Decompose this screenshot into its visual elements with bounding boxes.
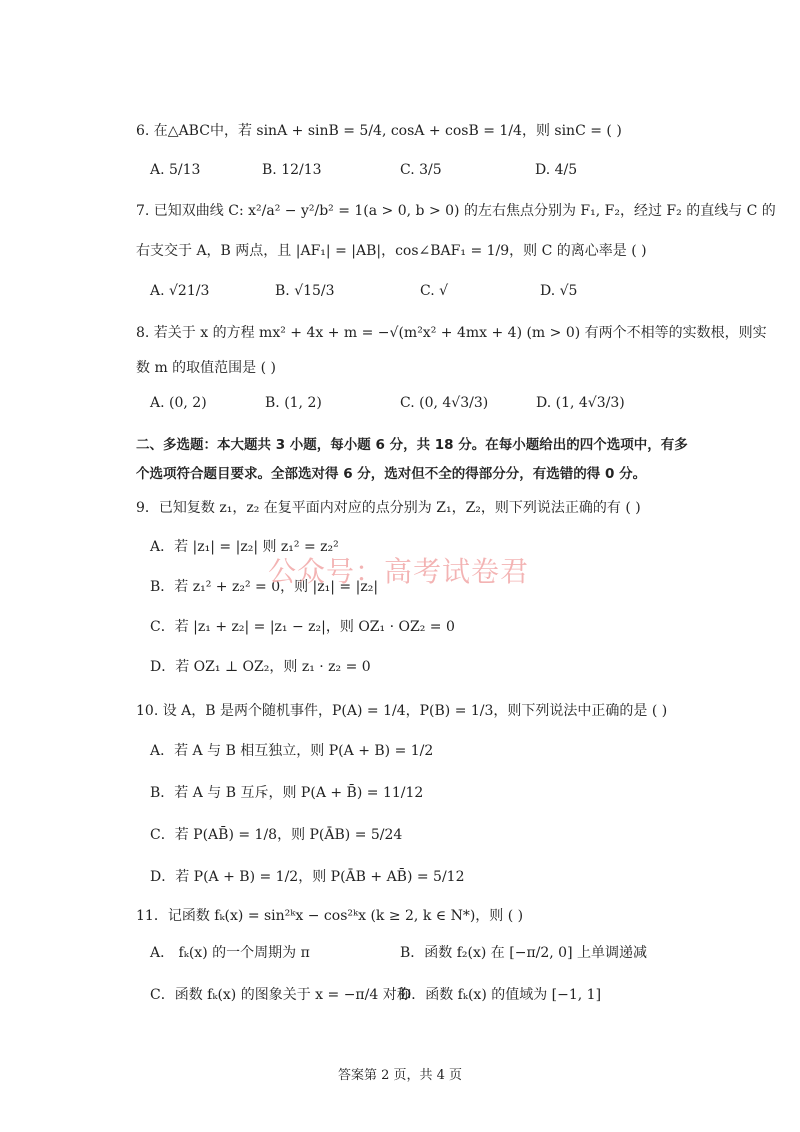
question-11-option-d: D．函数 fₖ(x) 的值域为 [−1, 1] [400,987,602,1003]
question-10-stem: 10. 设 A，B 是两个随机事件，P(A) = 1/4，P(B) = 1/3，则下列说法中正确的是 ( ) [136,703,668,719]
question-8-option-b: B. (1, 2) [265,395,322,411]
question-6-option-d: D. 4/5 [535,162,578,178]
question-9-option-b: B．若 z₁² + z₂² = 0，则 |z₁| = |z₂| [150,579,379,595]
question-11-option-b: B．函数 f₂(x) 在 [−π/2, 0] 上单调递减 [400,945,647,961]
question-6-option-a: A. 5/13 [150,162,201,178]
question-7-option-a: A. √21/3 [150,283,210,299]
page-footer: 答案第 2 页，共 4 页 [337,1068,463,1083]
question-9-option-c: C．若 |z₁ + z₂| = |z₁ − z₂|，则 OZ₁ · OZ₂ = 0 [150,619,455,635]
question-7-option-c: C. √ [420,283,449,299]
question-10-option-d: D．若 P(A + B) = 1/2，则 P(ĀB + AB̄) = 5/12 [150,869,465,885]
question-8-option-c: C. (0, 4√3/3) [400,395,489,411]
question-9-option-d: D．若 OZ₁ ⊥ OZ₂，则 z₁ · z₂ = 0 [150,659,371,675]
section-2-heading-line-1: 二、多选题：本大题共 3 小题，每小题 6 分，共 18 分。在每小题给出的四个选项中，有多 [136,437,688,453]
question-8-option-a: A. (0, 2) [150,395,207,411]
question-8-option-d: D. (1, 4√3/3) [536,395,625,411]
question-6-option-c: C. 3/5 [400,162,442,178]
question-9-option-a: A．若 |z₁| = |z₂| 则 z₁² = z₂² [150,539,339,555]
watermark: 公众号：高考试卷君 [268,555,530,588]
question-9-stem: 9．已知复数 z₁，z₂ 在复平面内对应的点分别为 Z₁，Z₂，则下列说法正确的有 ( ) [136,500,641,516]
question-11-option-a: A． fₖ(x) 的一个周期为 π [150,945,310,961]
question-10-option-a: A．若 A 与 B 相互独立，则 P(A + B) = 1/2 [150,743,434,759]
question-11-stem: 11．记函数 fₖ(x) = sin²ᵏx − cos²ᵏx (k ≥ 2, k ∈ N*)，则 ( ) [136,908,524,924]
question-6-option-b: B. 12/13 [262,162,322,178]
question-10-option-b: B．若 A 与 B 互斥，则 P(A + B̄) = 11/12 [150,785,424,801]
question-7-stem-line-2: 右支交于 A，B 两点，且 |AF₁| = |AB|，cos∠BAF₁ = 1/9，则 C 的离心率是 ( ) [136,243,647,259]
question-7-option-d: D. √5 [540,283,578,299]
question-7-option-b: B. √15/3 [275,283,335,299]
question-6-stem: 6. 在△ABC中，若 sinA + sinB = 5/4, cosA + cosB = 1/4，则 sinC = ( ) [136,123,622,139]
question-8-stem-line-1: 8. 若关于 x 的方程 mx² + 4x + m = −√(m²x² + 4mx + 4) (m > 0) 有两个不相等的实数根，则实 [136,325,767,341]
section-2-heading-line-2: 个选项符合题目要求。全部选对得 6 分，选对但不全的得部分分，有选错的得 0 分。 [136,466,647,482]
question-7-stem-line-1: 7. 已知双曲线 C: x²/a² − y²/b² = 1(a > 0, b > 0) 的左右焦点分别为 F₁, F₂，经过 F₂ 的直线与 C 的 [136,203,776,219]
question-11-option-c: C．函数 fₖ(x) 的图象关于 x = −π/4 对称 [150,987,411,1003]
question-8-stem-line-2: 数 m 的取值范围是 ( ) [136,360,276,376]
question-10-option-c: C．若 P(AB̄) = 1/8，则 P(ĀB) = 5/24 [150,827,403,843]
